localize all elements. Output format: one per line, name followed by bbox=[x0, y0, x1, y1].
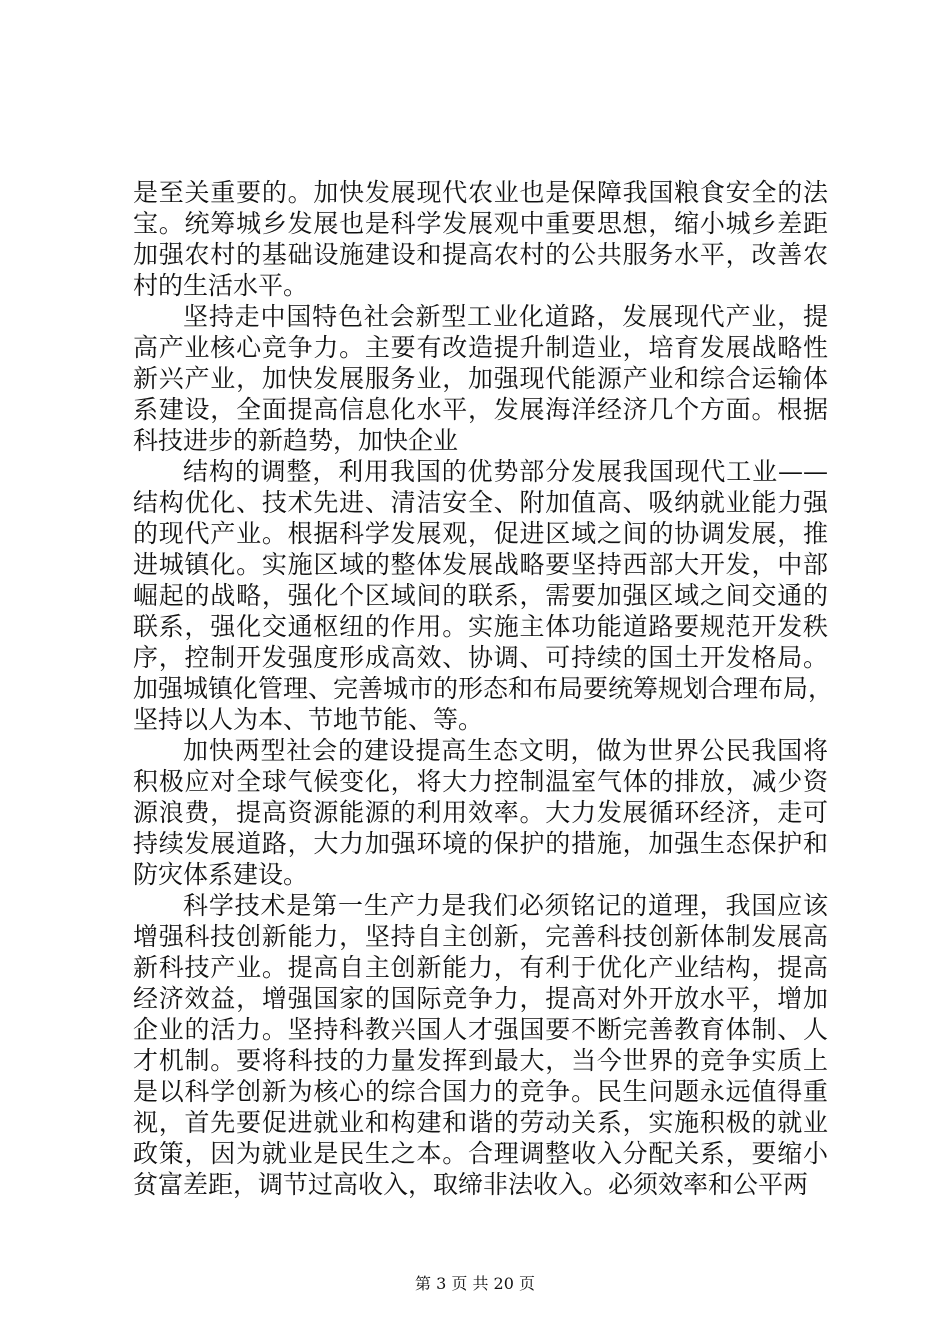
text-line: 加强城镇化管理、完善城市的形态和布局要统筹规划合理布局， bbox=[133, 674, 834, 703]
text-line: 结构优化、技术先进、清洁安全、附加值高、吸纳就业能力强 bbox=[133, 488, 828, 517]
text-line: 积极应对全球气候变化，将大力控制温室气体的排放，减少资 bbox=[133, 767, 828, 796]
text-line: 坚持走中国特色社会新型工业化道路，发展现代产业，提 bbox=[183, 302, 828, 331]
text-line: 科学技术是第一生产力是我们必须铭记的道理，我国应该 bbox=[183, 891, 828, 920]
text-line: 新兴产业，加快发展服务业，加强现代能源产业和综合运输体 bbox=[133, 364, 828, 393]
text-line: 防灾体系建设。 bbox=[133, 860, 309, 889]
text-line: 视，首先要促进就业和构建和谐的劳动关系，实施积极的就业 bbox=[133, 1108, 828, 1137]
text-line: 是以科学创新为核心的综合国力的竞争。民生问题永远值得重 bbox=[133, 1077, 828, 1106]
text-line: 坚持以人为本、节地节能、等。 bbox=[133, 705, 484, 734]
text-line: 联系，强化交通枢纽的作用。实施主体功能道路要规范开发秩 bbox=[133, 612, 828, 641]
text-line: 源浪费，提高资源能源的利用效率。大力发展循环经济，走可 bbox=[133, 798, 828, 827]
text-line: 才机制。要将科技的力量发挥到最大，当今世界的竞争实质上 bbox=[133, 1046, 828, 1075]
page-footer: 第 3 页 共 20 页 bbox=[415, 1274, 535, 1293]
text-line: 崛起的战略，强化个区域间的联系，需要加强区域之间交通的 bbox=[133, 581, 828, 610]
body-text bbox=[133, 177, 834, 1200]
text-line: 持续发展道路，大力加强环境的保护的措施，加强生态保护和 bbox=[133, 829, 828, 858]
text-line: 高产业核心竞争力。主要有改造提升制造业，培育发展战略性 bbox=[133, 333, 828, 362]
text-line: 经济效益，增强国家的国际竞争力，提高对外开放水平，增加 bbox=[133, 984, 828, 1013]
text-line: 序，控制开发强度形成高效、协调、可持续的国土开发格局。 bbox=[133, 643, 828, 672]
text-line: 科技进步的新趋势，加快企业 bbox=[133, 426, 459, 455]
text-line: 加强农村的基础设施建设和提高农村的公共服务水平，改善农 bbox=[133, 240, 828, 269]
text-line: 村的生活水平。 bbox=[133, 271, 309, 300]
text-line: 加快两型社会的建设提高生态文明，做为世界公民我国将 bbox=[183, 736, 828, 765]
text-line: 是至关重要的。加快发展现代农业也是保障我国粮食安全的法 bbox=[133, 178, 828, 207]
text-line: 企业的活力。坚持科教兴国人才强国要不断完善教育体制、人 bbox=[133, 1015, 828, 1044]
text-line: 政策，因为就业是民生之本。合理调整收入分配关系，要缩小 bbox=[133, 1139, 828, 1168]
text-line: 新科技产业。提高自主创新能力，有利于优化产业结构，提高 bbox=[133, 953, 828, 982]
text-line: 进城镇化。实施区域的整体发展战略要坚持西部大开发，中部 bbox=[133, 550, 828, 579]
text-line: 系建设，全面提高信息化水平，发展海洋经济几个方面。根据 bbox=[133, 395, 828, 424]
text-line: 结构的调整，利用我国的优势部分发展我国现代工业—— bbox=[183, 457, 828, 486]
text-line: 增强科技创新能力，坚持自主创新，完善科技创新体制发展高 bbox=[133, 922, 828, 951]
text-line: 贫富差距，调节过高收入，取缔非法收入。必须效率和公平两 bbox=[133, 1170, 809, 1199]
text-line: 宝。统筹城乡发展也是科学发展观中重要思想，缩小城乡差距 bbox=[133, 209, 828, 238]
text-line: 的现代产业。根据科学发展观，促进区域之间的协调发展，推 bbox=[133, 519, 828, 548]
